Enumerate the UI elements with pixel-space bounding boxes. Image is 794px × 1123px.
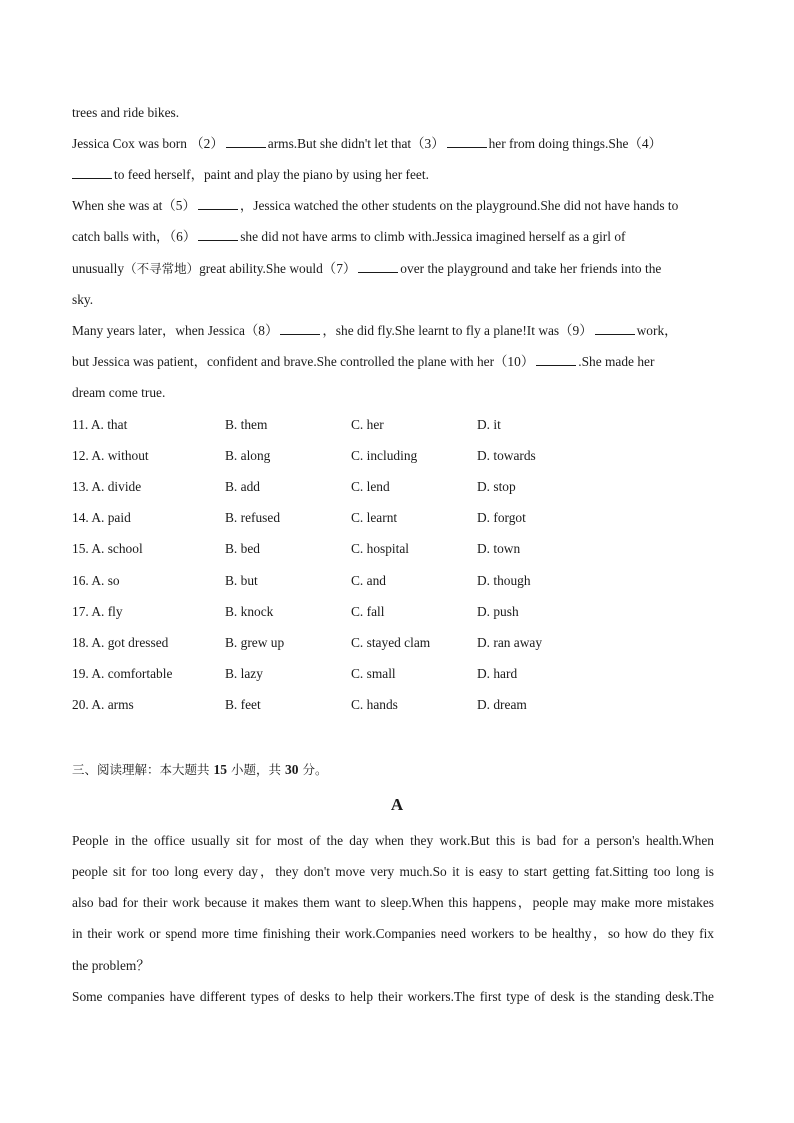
- option-d[interactable]: D. dream: [477, 697, 527, 712]
- option-d[interactable]: D. stop: [477, 479, 516, 494]
- passage-text: sky.: [72, 292, 94, 307]
- option-d[interactable]: D. forgot: [477, 510, 526, 525]
- option-b[interactable]: B. along: [225, 448, 271, 463]
- option-c[interactable]: C. fall: [351, 604, 385, 619]
- paragraph-line: also bad for their work because it makes them want to sleep.When this happens，people may make more mistakes: [72, 895, 714, 910]
- option-d[interactable]: D. push: [477, 604, 519, 619]
- blank-10[interactable]: [536, 353, 576, 366]
- passage-text: to feed herself，paint and play the piano by using her feet.: [114, 167, 429, 182]
- passage-title: A: [390, 795, 404, 814]
- option-c[interactable]: C. lend: [351, 479, 390, 494]
- blank-4[interactable]: [72, 166, 112, 179]
- option-a[interactable]: 15. A. school: [72, 541, 143, 556]
- section-heading: 三、阅读理解：本大题共 15 小题，共 30 分。: [72, 762, 328, 777]
- paragraph-line: in their work or spend more time finishing their work.Companies need workers to be healthy，so how do they fix: [72, 926, 714, 941]
- option-a[interactable]: 12. A. without: [72, 448, 149, 463]
- option-c[interactable]: C. small: [351, 666, 396, 681]
- option-c[interactable]: C. stayed clam: [351, 635, 431, 650]
- blank-8[interactable]: [280, 322, 320, 335]
- option-b[interactable]: B. grew up: [225, 635, 285, 650]
- option-c[interactable]: C. and: [351, 573, 386, 588]
- passage-line-7: [72, 291, 93, 309]
- option-b[interactable]: B. knock: [225, 604, 274, 619]
- passage-text: trees and ride bikes.: [72, 105, 180, 120]
- option-c[interactable]: C. her: [351, 417, 384, 432]
- option-d[interactable]: D. ran away: [477, 635, 543, 650]
- option-c[interactable]: C. including: [351, 448, 418, 463]
- passage-line-9: [72, 353, 654, 371]
- passage-text: arms.But she didn't let that（3）: [267, 136, 445, 151]
- passage-text: Jessica Cox was born （2）: [72, 136, 224, 151]
- passage-line-5: [72, 228, 625, 246]
- passage-text: but Jessica was patient，confident and brave.She controlled the plane with her（10）: [72, 354, 535, 369]
- option-b[interactable]: B. bed: [225, 541, 260, 556]
- passage-line-2: [72, 135, 662, 153]
- paragraph-line: the problem？: [72, 958, 150, 973]
- option-d[interactable]: D. town: [477, 541, 521, 556]
- option-c[interactable]: C. learnt: [351, 510, 398, 525]
- option-a[interactable]: 19. A. comfortable: [72, 666, 173, 681]
- option-c[interactable]: C. hospital: [351, 541, 410, 556]
- passage-line-6: [72, 260, 661, 278]
- passage-text: catch balls with，（6）: [72, 229, 197, 244]
- option-a[interactable]: 17. A. fly: [72, 604, 123, 619]
- option-b[interactable]: B. feet: [225, 697, 261, 712]
- passage-text: .She made her: [578, 354, 655, 369]
- option-d[interactable]: D. towards: [477, 448, 536, 463]
- passage-line-4: [72, 197, 678, 215]
- passage-text: Many years later，when Jessica（8）: [72, 323, 279, 338]
- blank-7[interactable]: [358, 260, 398, 273]
- blank-2[interactable]: [226, 135, 266, 148]
- paragraph-line: people sit for too long every day，they don't move very much.So it is easy to start getting fat.Sitting too long is: [72, 864, 714, 879]
- passage-text: When she was at（5）: [72, 198, 196, 213]
- passage-text: unusually: [72, 261, 125, 276]
- passage-line-1: [72, 104, 179, 122]
- passage-text-cjk: （不寻常地）: [124, 261, 200, 276]
- option-a[interactable]: 11. A. that: [72, 417, 128, 432]
- passage-text: ，she did fly.She learnt to fly a plane!It was（9）: [322, 323, 593, 338]
- option-d[interactable]: D. though: [477, 573, 531, 588]
- option-a[interactable]: 13. A. divide: [72, 479, 142, 494]
- option-b[interactable]: B. add: [225, 479, 260, 494]
- option-c[interactable]: C. hands: [351, 697, 398, 712]
- option-d[interactable]: D. it: [477, 417, 501, 432]
- passage-text: she did not have arms to climb with.Jessica imagined herself as a girl of: [240, 229, 626, 244]
- passage-line-10: [72, 384, 165, 402]
- option-a[interactable]: 20. A. arms: [72, 697, 134, 712]
- passage-text: great ability.She would（7）: [199, 261, 357, 276]
- option-b[interactable]: B. lazy: [225, 666, 263, 681]
- blank-5[interactable]: [198, 197, 238, 210]
- blank-9[interactable]: [595, 322, 635, 335]
- passage-text: her from doing things.She（4）: [488, 136, 662, 151]
- paragraph-line: Some companies have different types of desks to help their workers.The first type of desk is the standing desk.The: [72, 989, 714, 1004]
- passage-text: work，: [636, 323, 678, 338]
- blank-6[interactable]: [198, 228, 238, 241]
- blank-3[interactable]: [447, 135, 487, 148]
- paragraph-line: People in the office usually sit for most of the day when they work.But this is bad for a person's health.When: [72, 833, 714, 848]
- option-b[interactable]: B. them: [225, 417, 268, 432]
- option-d[interactable]: D. hard: [477, 666, 518, 681]
- passage-line-3: [72, 166, 429, 184]
- passage-line-8: [72, 322, 678, 340]
- passage-text: over the playground and take her friends into the: [400, 261, 662, 276]
- passage-text: ，Jessica watched the other students on the playground.She did not have hands to: [239, 198, 679, 213]
- passage-text: dream come true.: [72, 385, 166, 400]
- option-a[interactable]: 16. A. so: [72, 573, 120, 588]
- option-b[interactable]: B. refused: [225, 510, 281, 525]
- option-b[interactable]: B. but: [225, 573, 258, 588]
- option-a[interactable]: 14. A. paid: [72, 510, 131, 525]
- option-a[interactable]: 18. A. got dressed: [72, 635, 169, 650]
